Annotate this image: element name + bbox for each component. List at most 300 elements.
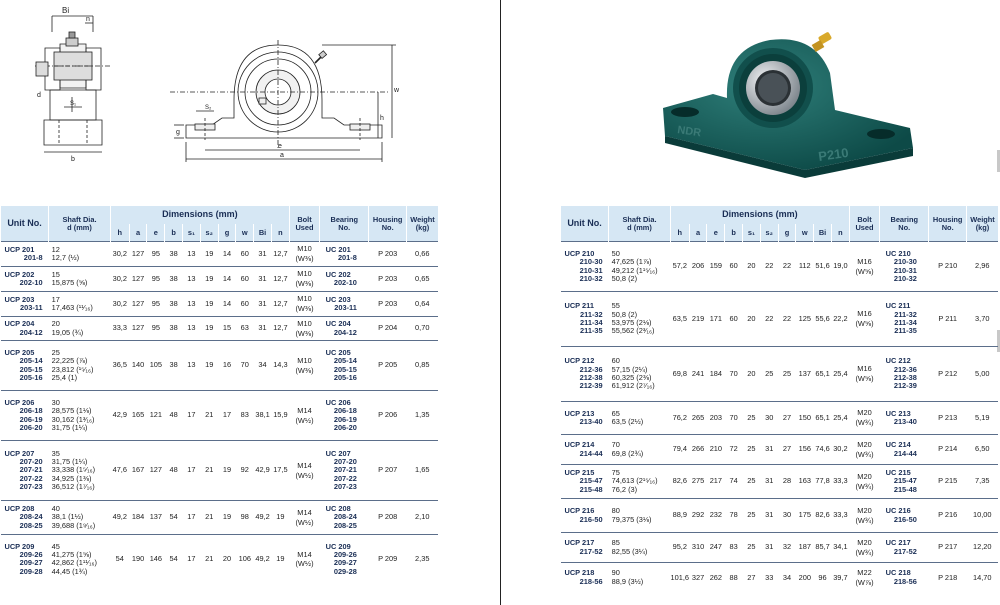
dim-0-cell: 79,4 <box>670 435 689 465</box>
unit-no: 205-15 <box>19 364 43 374</box>
dim-4-cell: 20 <box>743 242 761 292</box>
bolt-cell <box>289 317 319 341</box>
housing-no-cell: P 205 <box>369 341 407 391</box>
bolt-cell <box>289 441 319 501</box>
bolt-value: (W⅜) <box>295 254 314 263</box>
header-housing-no: No. <box>941 222 954 232</box>
unit-no: 216-50 <box>579 514 603 524</box>
bearing-no: UC 204 <box>325 319 351 329</box>
header-dimensions: Dimensions (mm) <box>110 206 289 224</box>
header-dim-5: s₂ <box>760 224 778 242</box>
dim-9-cell: 22,2 <box>831 292 849 347</box>
label-h: h <box>380 115 384 122</box>
header-dim-1: a <box>129 224 147 242</box>
header-housing-label: Housing <box>372 214 403 224</box>
header-bolt <box>849 206 879 242</box>
bolt-value: (W¾) <box>855 481 874 491</box>
bolt-value: (W½) <box>295 517 314 527</box>
bolt-cell <box>849 435 879 465</box>
dim-4-cell: 27 <box>743 563 761 593</box>
bearing-no-cell <box>880 435 929 465</box>
dim-0-cell: 30,2 <box>110 292 129 317</box>
dim-8-cell: 42,9 <box>254 441 272 501</box>
housing-no-cell: P 211 <box>929 292 967 347</box>
bearing-no: 210-31 <box>893 265 917 275</box>
housing-no-cell: P 216 <box>929 499 967 533</box>
unit-no: 214-44 <box>579 448 603 458</box>
header-bolt <box>289 206 319 242</box>
dim-9-cell: 33,3 <box>831 499 849 533</box>
dim-8-cell: 77,8 <box>814 465 832 499</box>
header-weight-unit: (kg) <box>975 222 990 232</box>
side-view <box>35 16 110 152</box>
bolt-value: M14 <box>297 507 312 517</box>
bolt-value: (W⅝) <box>855 319 874 328</box>
bolt-cell <box>849 465 879 499</box>
unit-no: UCP 217 <box>564 538 595 548</box>
header-shaft-dia-label: Shaft Dia. <box>62 214 97 224</box>
shaft-dia-cell <box>609 465 671 499</box>
bearing-no: UC 203 <box>325 294 351 304</box>
bearing-no: 205-15 <box>333 364 357 374</box>
dim-6-cell: 34 <box>778 563 796 593</box>
bolt-value: M16 <box>857 309 872 319</box>
shaft-dia-value: 41,275 (1⅝) <box>51 549 92 559</box>
dim-9-cell: 12,7 <box>271 242 289 267</box>
bearing-no-cell <box>880 292 929 347</box>
header-weight-label: Weight <box>970 214 995 224</box>
dim-3-cell: 38 <box>165 267 183 292</box>
dim-2-cell: 262 <box>707 563 725 593</box>
header-weight-unit: (kg) <box>415 222 430 232</box>
unit-no-cell <box>561 563 609 593</box>
dim-9-cell: 15,9 <box>271 391 289 441</box>
header-dimensions: Dimensions (mm) <box>670 206 849 224</box>
unit-no: 204-12 <box>19 327 43 337</box>
unit-no-cell <box>1 501 49 535</box>
dim-5-cell: 21 <box>200 391 218 441</box>
bearing-no: UC 206 <box>325 397 351 407</box>
dim-5-cell: 22 <box>760 242 778 292</box>
unit-no: UCP 201 <box>4 244 35 254</box>
bolt-value: M10 <box>297 269 312 279</box>
unit-no-cell <box>1 441 49 501</box>
unit-no: 210-30 <box>579 257 603 267</box>
dim-7-cell: 98 <box>236 501 254 535</box>
bearing-no: UC 211 <box>885 301 911 311</box>
header-weight <box>407 206 439 242</box>
dim-7-cell: 60 <box>236 292 254 317</box>
dim-9-cell: 17,5 <box>271 441 289 501</box>
dim-3-cell: 74 <box>725 465 743 499</box>
dim-7-cell: 156 <box>796 435 814 465</box>
header-dim-3: b <box>165 224 183 242</box>
header-housing-label: Housing <box>932 214 963 224</box>
unit-no: 201-8 <box>23 253 43 262</box>
dim-1-cell: 127 <box>129 267 147 292</box>
dim-8-cell: 55,6 <box>814 292 832 347</box>
unit-no-cell <box>561 347 609 402</box>
bearing-no: 212-39 <box>893 381 917 391</box>
shaft-dia-value: 47,625 (1⅞) <box>611 257 652 267</box>
housing-no-cell: P 203 <box>369 242 407 267</box>
dim-6-cell: 22 <box>778 242 796 292</box>
shaft-dia-value: 76,2 (3) <box>611 484 638 494</box>
dim-7-cell: 60 <box>236 242 254 267</box>
dim-0-cell: 33,3 <box>110 317 129 341</box>
weight-cell: 3,70 <box>967 292 999 347</box>
dim-5-cell: 31 <box>760 435 778 465</box>
dim-4-cell: 13 <box>183 317 201 341</box>
shaft-dia-value: 19,05 (¾) <box>51 327 84 337</box>
bolt-cell <box>289 501 319 535</box>
bearing-no: UC 210 <box>885 248 911 258</box>
dim-7-cell: 175 <box>796 499 814 533</box>
housing-no-cell: P 212 <box>929 347 967 402</box>
bearing-no: 203-11 <box>334 303 357 312</box>
dim-6-cell: 14 <box>218 292 236 317</box>
weight-cell: 7,35 <box>967 465 999 499</box>
dim-6-cell: 28 <box>778 465 796 499</box>
unit-no: 212-36 <box>579 364 603 374</box>
dim-1-cell: 127 <box>129 292 147 317</box>
shaft-dia-value: 39,688 (1⁹⁄₁₆) <box>51 520 96 530</box>
dim-0-cell: 76,2 <box>670 402 689 435</box>
unit-no-cell <box>1 341 49 391</box>
unit-no-cell <box>561 242 609 292</box>
bolt-value: (W¾) <box>855 418 874 427</box>
dim-9-cell: 25,4 <box>831 402 849 435</box>
weight-cell: 1,35 <box>407 391 439 441</box>
shaft-dia-cell <box>609 563 671 593</box>
unit-no: 211-34 <box>580 318 603 327</box>
bearing-no: 209-26 <box>333 549 357 559</box>
shaft-dia-cell <box>49 441 111 501</box>
bearing-no: 216-50 <box>893 514 917 524</box>
dim-0-cell: 47,6 <box>110 441 129 501</box>
dim-7-cell: 125 <box>796 292 814 347</box>
header-bearing <box>320 206 369 242</box>
housing-no-cell: P 203 <box>369 292 407 317</box>
dim-5-cell: 30 <box>760 402 778 435</box>
dim-8-cell: 82,6 <box>814 499 832 533</box>
bolt-cell <box>849 242 879 292</box>
dim-6-cell: 16 <box>218 341 236 391</box>
dim-3-cell: 54 <box>165 535 183 584</box>
dim-5-cell: 19 <box>200 292 218 317</box>
unit-no: 215-48 <box>579 484 603 494</box>
header-shaft-dia <box>609 206 671 242</box>
shaft-dia-cell <box>609 402 671 435</box>
dim-0-cell: 57,2 <box>670 242 689 292</box>
dim-4-cell: 17 <box>183 391 201 441</box>
shaft-dia-value: 80 <box>611 506 620 516</box>
dim-2-cell: 232 <box>707 499 725 533</box>
dim-3-cell: 72 <box>725 435 743 465</box>
unit-no-cell <box>1 391 49 441</box>
label-b: b <box>71 156 75 163</box>
shaft-dia-value: 30 <box>51 397 60 407</box>
bearing-no: 212-38 <box>893 373 917 382</box>
shaft-dia-value: 55,562 (2³⁄₁₆) <box>611 326 655 336</box>
shaft-dia-value: 53,975 (2⅛) <box>611 318 652 327</box>
label-s1: S₁ <box>70 101 77 107</box>
dim-9-cell: 12,7 <box>271 267 289 292</box>
unit-no: UCP 206 <box>4 397 35 407</box>
unit-no-cell <box>1 242 49 267</box>
bearing-no: UC 208 <box>325 504 351 514</box>
bearing-no-cell <box>320 535 369 584</box>
bolt-value: (W⅞) <box>855 577 874 587</box>
shaft-dia-cell <box>49 341 111 391</box>
shaft-dia-value: 12 <box>51 244 60 254</box>
weight-cell: 14,70 <box>967 563 999 593</box>
header-housing-no: No. <box>381 222 394 232</box>
shaft-dia-value: 15,875 (⅝) <box>51 278 88 287</box>
unit-no: 211-35 <box>580 326 603 336</box>
shaft-dia-cell <box>609 347 671 402</box>
bolt-cell <box>849 499 879 533</box>
unit-no-cell <box>1 292 49 317</box>
housing-no-cell: P 213 <box>929 402 967 435</box>
bolt-value: M14 <box>297 549 312 559</box>
unit-no: 215-47 <box>579 476 603 486</box>
header-shaft-dia-label: Shaft Dia. <box>622 214 657 224</box>
table-row <box>561 465 999 499</box>
shaft-dia-value: 20 <box>51 319 60 329</box>
dim-6-cell: 19 <box>218 441 236 501</box>
bearing-no: 215-47 <box>893 476 917 486</box>
bolt-value: (W⅜) <box>295 365 314 375</box>
shaft-dia-value: 90 <box>611 568 620 578</box>
header-bearing-no: No. <box>898 222 911 232</box>
bearing-no-cell <box>880 347 929 402</box>
dim-6-cell: 19 <box>218 501 236 535</box>
table-row <box>1 242 439 267</box>
housing-no-cell: P 203 <box>369 267 407 292</box>
dim-5-cell: 21 <box>200 501 218 535</box>
bearing-no-cell <box>320 267 369 292</box>
table-row <box>1 292 439 317</box>
header-bearing-no: No. <box>338 222 351 232</box>
shaft-dia-value: 85 <box>611 538 620 548</box>
dim-0-cell: 49,2 <box>110 501 129 535</box>
dim-3-cell: 78 <box>725 499 743 533</box>
unit-no: UCP 218 <box>564 568 595 578</box>
shaft-dia-value: 74,613 (2¹⁵⁄₁₆) <box>611 476 658 486</box>
shaft-dia-cell <box>49 292 111 317</box>
bearing-no: 215-48 <box>893 484 917 494</box>
weight-cell: 0,64 <box>407 292 439 317</box>
unit-no: 212-38 <box>579 373 603 382</box>
header-dim-6: g <box>218 224 236 242</box>
weight-cell: 5,00 <box>967 347 999 402</box>
bolt-value: (W⅝) <box>855 266 874 276</box>
bearing-no: 207-21 <box>333 465 357 475</box>
bearing-no-cell <box>320 242 369 267</box>
dim-4-cell: 17 <box>183 441 201 501</box>
shaft-dia-value: 17 <box>51 294 60 304</box>
dim-4-cell: 17 <box>183 501 201 535</box>
bearing-no: 207-20 <box>333 457 357 467</box>
dim-6-cell: 27 <box>778 435 796 465</box>
label-d: d <box>37 92 41 99</box>
dim-7-cell: 163 <box>796 465 814 499</box>
bolt-value: M14 <box>297 405 312 415</box>
shaft-dia-value: 30,162 (1³⁄₁₆) <box>51 414 95 424</box>
bearing-no: UC 218 <box>885 568 911 578</box>
weight-cell: 2,96 <box>967 242 999 292</box>
dim-1-cell: 219 <box>689 292 707 347</box>
dim-7-cell: 70 <box>236 341 254 391</box>
shaft-dia-value: 82,55 (3¼) <box>611 546 648 556</box>
bolt-cell <box>289 267 319 292</box>
dim-3-cell: 88 <box>725 563 743 593</box>
header-dim-4: s₁ <box>743 224 761 242</box>
dim-1-cell: 265 <box>689 402 707 435</box>
bearing-no: 202-10 <box>333 278 357 287</box>
bearing-no: 212-36 <box>893 364 917 374</box>
header-dim-0: h <box>110 224 129 242</box>
bearing-no: 210-30 <box>893 257 917 267</box>
unit-no: UCP 216 <box>564 506 595 516</box>
bolt-value: M20 <box>857 471 872 481</box>
dim-9-cell: 19 <box>271 535 289 584</box>
housing-no-cell: P 207 <box>369 441 407 501</box>
unit-no: 210-31 <box>579 265 603 275</box>
bearing-no: 210-32 <box>893 273 917 283</box>
dim-6-cell: 30 <box>778 499 796 533</box>
bolt-cell <box>849 563 879 593</box>
dim-2-cell: 137 <box>147 501 165 535</box>
header-shaft-dia-unit: d (mm) <box>67 222 92 232</box>
bolt-value: (W⅜) <box>295 279 314 288</box>
unit-no-cell <box>561 465 609 499</box>
dim-7-cell: 106 <box>236 535 254 584</box>
bolt-value: M22 <box>857 568 872 578</box>
dim-4-cell: 13 <box>183 292 201 317</box>
weight-cell: 0,65 <box>407 267 439 292</box>
table-row <box>1 501 439 535</box>
weight-cell: 0,85 <box>407 341 439 391</box>
dim-4-cell: 25 <box>743 402 761 435</box>
dim-4-cell: 13 <box>183 242 201 267</box>
weight-cell: 2,10 <box>407 501 439 535</box>
shaft-dia-value: 61,912 (2⁷⁄₁₆) <box>611 381 655 391</box>
dim-3-cell: 48 <box>165 441 183 501</box>
bolt-cell <box>849 292 879 347</box>
dim-1-cell: 292 <box>689 499 707 533</box>
dim-9-cell: 12,7 <box>271 317 289 341</box>
bearing-no: 207-22 <box>333 473 357 483</box>
bearing-no: UC 201 <box>325 244 351 254</box>
bearing-no: UC 207 <box>325 448 351 458</box>
unit-no: UCP 203 <box>4 294 35 304</box>
weight-cell: 2,35 <box>407 535 439 584</box>
dim-3-cell: 38 <box>165 292 183 317</box>
shaft-dia-cell <box>609 292 671 347</box>
bolt-value: M10 <box>297 244 312 254</box>
bearing-no-cell <box>880 402 929 435</box>
bearing-no: 206-20 <box>333 422 357 432</box>
bolt-value: (W⅜) <box>295 328 314 338</box>
bearing-no-cell <box>320 441 369 501</box>
dim-4-cell: 13 <box>183 267 201 292</box>
dim-2-cell: 95 <box>147 242 165 267</box>
dim-0-cell: 101,6 <box>670 563 689 593</box>
bolt-value: (W½) <box>295 559 314 569</box>
unit-no: 206-19 <box>19 414 43 424</box>
unit-no: 209-27 <box>19 558 43 568</box>
dim-5-cell: 19 <box>200 317 218 341</box>
unit-no: 210-32 <box>579 273 603 283</box>
dim-3-cell: 38 <box>165 341 183 391</box>
bearing-no-cell <box>320 341 369 391</box>
header-bearing-label: Bearing <box>890 214 919 224</box>
dim-3-cell: 54 <box>165 501 183 535</box>
unit-no: 202-10 <box>19 278 43 287</box>
model-mark: P210 <box>817 144 850 164</box>
dim-3-cell: 38 <box>165 317 183 341</box>
bearing-no-cell <box>880 465 929 499</box>
table-row <box>561 563 999 593</box>
shaft-dia-value: 33,338 (1⁵⁄₁₆) <box>51 465 96 475</box>
shaft-dia-value: 50 <box>611 248 620 258</box>
shaft-dia-value: 34,925 (1⅜) <box>51 473 92 483</box>
dim-2-cell: 184 <box>707 347 725 402</box>
shaft-dia-value: 75 <box>611 468 620 478</box>
dim-2-cell: 121 <box>147 391 165 441</box>
table-row <box>561 499 999 533</box>
dim-2-cell: 203 <box>707 402 725 435</box>
dim-1-cell: 275 <box>689 465 707 499</box>
shaft-dia-value: 57,15 (2¼) <box>611 364 648 374</box>
bearing-no: 214-44 <box>893 448 917 458</box>
unit-no: 206-20 <box>19 422 43 432</box>
header-dim-9: n <box>831 224 849 242</box>
dim-8-cell: 49,2 <box>254 535 272 584</box>
dim-2-cell: 171 <box>707 292 725 347</box>
table-row <box>561 533 999 563</box>
bolt-value: (W½) <box>295 470 314 480</box>
housing-no-cell: P 215 <box>929 465 967 499</box>
unit-no: 203-11 <box>20 303 43 312</box>
bolt-value: M20 <box>857 408 872 418</box>
shaft-dia-cell <box>609 242 671 292</box>
bolt-value: M20 <box>857 505 872 515</box>
header-dim-9: n <box>271 224 289 242</box>
header-bolt-label: Bolt <box>857 214 872 224</box>
bearing-no-cell <box>320 501 369 535</box>
header-bearing <box>880 206 929 242</box>
label-Bi: Bi <box>62 6 70 15</box>
dim-2-cell: 210 <box>707 435 725 465</box>
dim-9-cell: 19 <box>271 501 289 535</box>
bearing-no-cell <box>880 499 929 533</box>
unit-no: UCP 211 <box>564 301 594 311</box>
table-row <box>561 292 999 347</box>
table-row <box>561 435 999 465</box>
header-shaft-dia-unit: d (mm) <box>627 222 652 232</box>
dim-9-cell: 25,4 <box>831 347 849 402</box>
dim-2-cell: 247 <box>707 533 725 563</box>
weight-cell: 6,50 <box>967 435 999 465</box>
unit-no: 211-32 <box>580 309 603 319</box>
header-shaft-dia <box>49 206 111 242</box>
dim-1-cell: 266 <box>689 435 707 465</box>
dim-7-cell: 137 <box>796 347 814 402</box>
dim-8-cell: 31 <box>254 242 272 267</box>
